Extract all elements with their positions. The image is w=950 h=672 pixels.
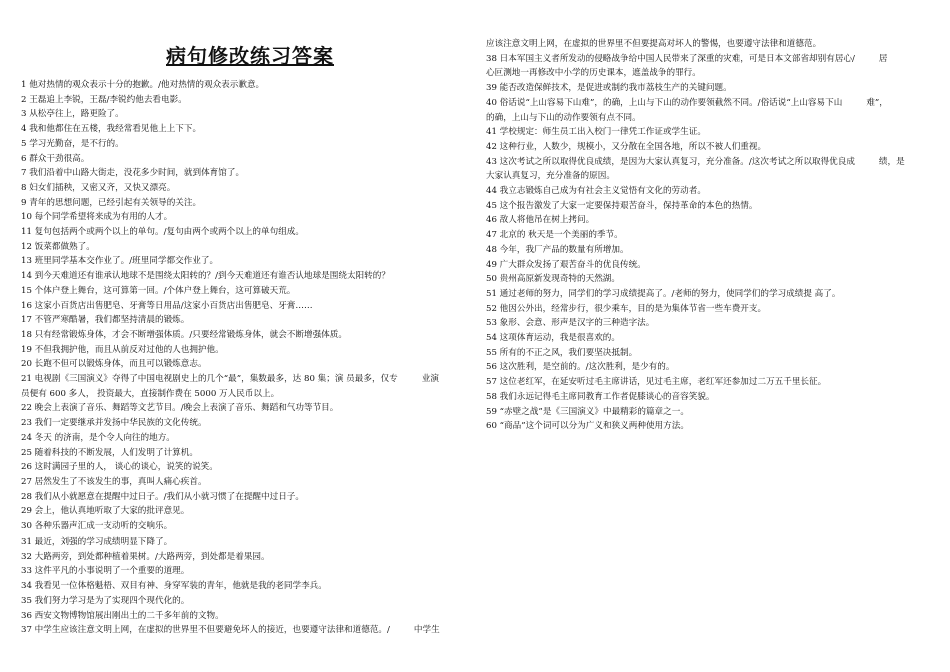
answer-line: 40 俗话说“上山容易下山难”，的确，上山与下山的动作要领截然不同。/俗话说“上山容易下山 难”，	[486, 97, 888, 108]
page-title: 病句修改练习答案	[166, 44, 334, 68]
answer-line: 53 象形、会意、形声是汉字的三种造字法。	[486, 318, 655, 329]
answer-line: 57 这位老红军，在延安听过毛主席讲话，见过毛主席，老红军还参加过二万五千里长征。	[486, 377, 827, 388]
answer-line: 42 这种行业，人数少，规模小，又分散在全国各地，所以不被人们重视。	[486, 141, 767, 152]
answer-line: 47 北京的 秋天是一个美丽的季节。	[486, 230, 623, 241]
answer-column-left-top	[21, 78, 471, 534]
answer-line: 31 最近，刘强的学习成绩明显下降了。	[21, 537, 173, 547]
answer-line: 20 长跑不但可以锻炼身体，而且可以锻炼意志。	[21, 359, 207, 370]
answer-line: 29 会上，他认真地听取了大家的批评意见。	[21, 506, 190, 517]
answer-column-right	[486, 37, 938, 434]
answer-line: 58 我们永远记得毛主席同教育工作者促膝谈心的音容笑貌。	[486, 391, 715, 402]
answer-line: 2 王磊追上李锐，王磊/李锐约他去看电影。	[21, 94, 187, 105]
answer-line: 33 这件平凡的小事说明了一个重要的道理。	[21, 566, 190, 577]
answer-line: 18 只有经常锻炼身体，才会不断增强体质。/只要经常锻炼身体，就会不断增强体质。	[21, 329, 347, 340]
answer-line: 28 我们从小就愿意在提醒中过日子。/我们从小就习惯了在提醒中过日子。	[21, 491, 304, 502]
answer-line: 10 每个同学希望将来成为有用的人才。	[21, 212, 173, 223]
answer-line: 25 随着科技的不断发展，人们发明了计算机。	[21, 447, 198, 458]
answer-line: 15 个体户登上舞台，这可算第一回。/个体户登上舞台，这可算破天荒。	[21, 285, 296, 296]
answer-line: 19 不但我拥护他，而且从前反对过他的人也拥护他。	[21, 344, 224, 355]
answer-line: 60 “商品”这个词可以分为广义和狭义两种使用方法。	[486, 421, 689, 432]
answer-line: 41 学校规定：师生员工出入校门一律凭工作证或学生证。	[486, 127, 706, 138]
answer-line: 23 我们一定要继承并发扬中华民族的文化传统。	[21, 418, 207, 429]
answer-line: 36 西安文物博物馆展出刚出土的二千多年前的文物。	[21, 610, 224, 621]
answer-line: 52 他因公外出，经常步行，很少乘车，目的是为集体节省一些车费开支。	[486, 303, 767, 314]
answer-line: 22 晚会上表演了音乐、舞蹈等文艺节目。/晚会上表演了音乐、舞蹈和气功等节目。	[21, 403, 339, 414]
answer-line: 4 我和他都住在五楼，我经常看见他上上下下。	[21, 124, 202, 135]
answer-line: 32 大路两旁，到处都种植着果树。/大路两旁，到处都是着果园。	[21, 551, 270, 562]
answer-line: 59 “赤壁之战”是《三国演义》中最精彩的篇章之一。	[486, 406, 689, 417]
answer-line: 49 广大群众发扬了艰苦奋斗的优良传统。	[486, 259, 646, 270]
answer-line: 16 这家小百货店出售肥皂、牙膏等日用品/这家小百货店出售肥皂、牙膏……	[21, 300, 313, 311]
answer-line: 11 复句包括两个或两个以上的单句。/复句由两个或两个以上的单句组成。	[21, 227, 304, 238]
answer-line: 14 到今天难道还有谁承认地球不是围绕太阳转的？/到今天难道还有谁否认地球是围绕太阳转的？	[21, 271, 390, 282]
answer-line: 24 冬天 的济南，是个令人向往的地方。	[21, 432, 175, 443]
answer-line: 45 这个报告激发了大家一定要保持艰苦奋斗，保持革命的本色的热情。	[486, 200, 758, 211]
answer-line: 7 我们沿着中山路大街走，没花多少时间，就到体育馆了。	[21, 168, 245, 179]
answer-line: 48 今年，我厂产品的数量有所增加。	[486, 244, 629, 255]
answer-line: 37 中学生应该注意文明上网，在虚拟的世界里不但要避免坏人的接近，也要遵守法律和道德范。/ 中学生	[21, 625, 440, 636]
answer-line: 34 我看见一位体格魁梧、双目有神、身穿军装的青年，他就是我的老同学李兵。	[21, 581, 327, 592]
answer-line: 56 这次胜利，是空前的。/这次胜利，是少有的。	[486, 362, 675, 373]
answer-line: 26 这时满园子里的人， 谈心的谈心，说笑的说笑。	[21, 462, 218, 473]
answer-line: 38 日本军国主义者所发动的侵略战争给中国人民带来了深重的灾难，可是日本文部省却别有居心/ 居	[486, 53, 888, 64]
answer-line: 39 能否改造保鲜技术，是促进或制约我市荔枝生产的关键问题。	[486, 83, 732, 94]
answer-line: 21 电视剧《三国演义》夺得了中国电视剧史上的几个“最”，集数最多，达 80 集；演 员最多，仅专 业演	[21, 374, 439, 385]
answer-line: 13 班里同学基本交作业了。/班里同学都交作业了。	[21, 256, 219, 267]
answer-line: 12 饭菜都做熟了。	[21, 241, 95, 252]
answer-line: 的确，上山与下山的动作要领有点不同。	[486, 112, 641, 123]
answer-line: 6 群众干劲很高。	[21, 153, 90, 164]
answer-line: 30 各种乐器声汇成一支动听的交响乐。	[21, 521, 173, 532]
answer-line: 员便有 600 多人， 投资最大，直接制作费在 5000 万人民币以上。	[21, 388, 280, 399]
answer-line: 心叵测地一再修改中小学的历史课本，遮盖战争的罪行。	[486, 68, 701, 79]
answer-line: 9 青年的思想问题，已经引起有关领导的关注。	[21, 197, 202, 208]
answer-line: 大家认真复习，充分准备的原因。	[486, 171, 615, 182]
answer-line: 50 贵州高原新发现奇特的天然湖。	[486, 274, 620, 285]
answer-line: 35 我们努力学习是为了实现四个现代化的。	[21, 595, 190, 606]
answer-line: 1 他对热情的观众表示十分的抱歉。/他对热情的观众表示歉意。	[21, 80, 265, 90]
answer-line: 5 学习光勤奋，是不行的。	[21, 138, 124, 149]
answer-line: 43 这次考试之所以取得优良成绩，是因为大家认真复习，充分准备。/这次考试之所以取得优良成 绩，是	[486, 156, 905, 167]
answer-column-left-bottom	[21, 535, 471, 638]
answer-line: 55 所有的不正之风，我们要坚决抵制。	[486, 347, 638, 358]
answer-line: 44 我立志锻炼自己成为有社会主义觉悟有文化的劳动者。	[486, 186, 706, 197]
answer-line: 46 敌人将他吊在树上拷问。	[486, 215, 595, 226]
answer-line: 8 妇女们插秧，又密又齐，又快又漂亮。	[21, 182, 176, 193]
answer-line: 17 不管严寒酷暑，我们都坚持清晨的锻炼。	[21, 315, 190, 326]
answer-line: 应该注意文明上网，在虚拟的世界里不但要提高对坏人的警惕，也要遵守法律和道德范。	[486, 39, 822, 49]
answer-line: 3 从松亭往上，路更险了。	[21, 109, 124, 120]
answer-line: 51 通过老师的努力，同学们的学习成绩提高了。/老师的努力，使同学们的学习成绩提 高了。	[486, 288, 841, 299]
answer-line: 27 居然发生了不该发生的事，真叫人痛心疾首。	[21, 476, 207, 487]
answer-line: 54 这项体育运动，我是很喜欢的。	[486, 333, 620, 344]
